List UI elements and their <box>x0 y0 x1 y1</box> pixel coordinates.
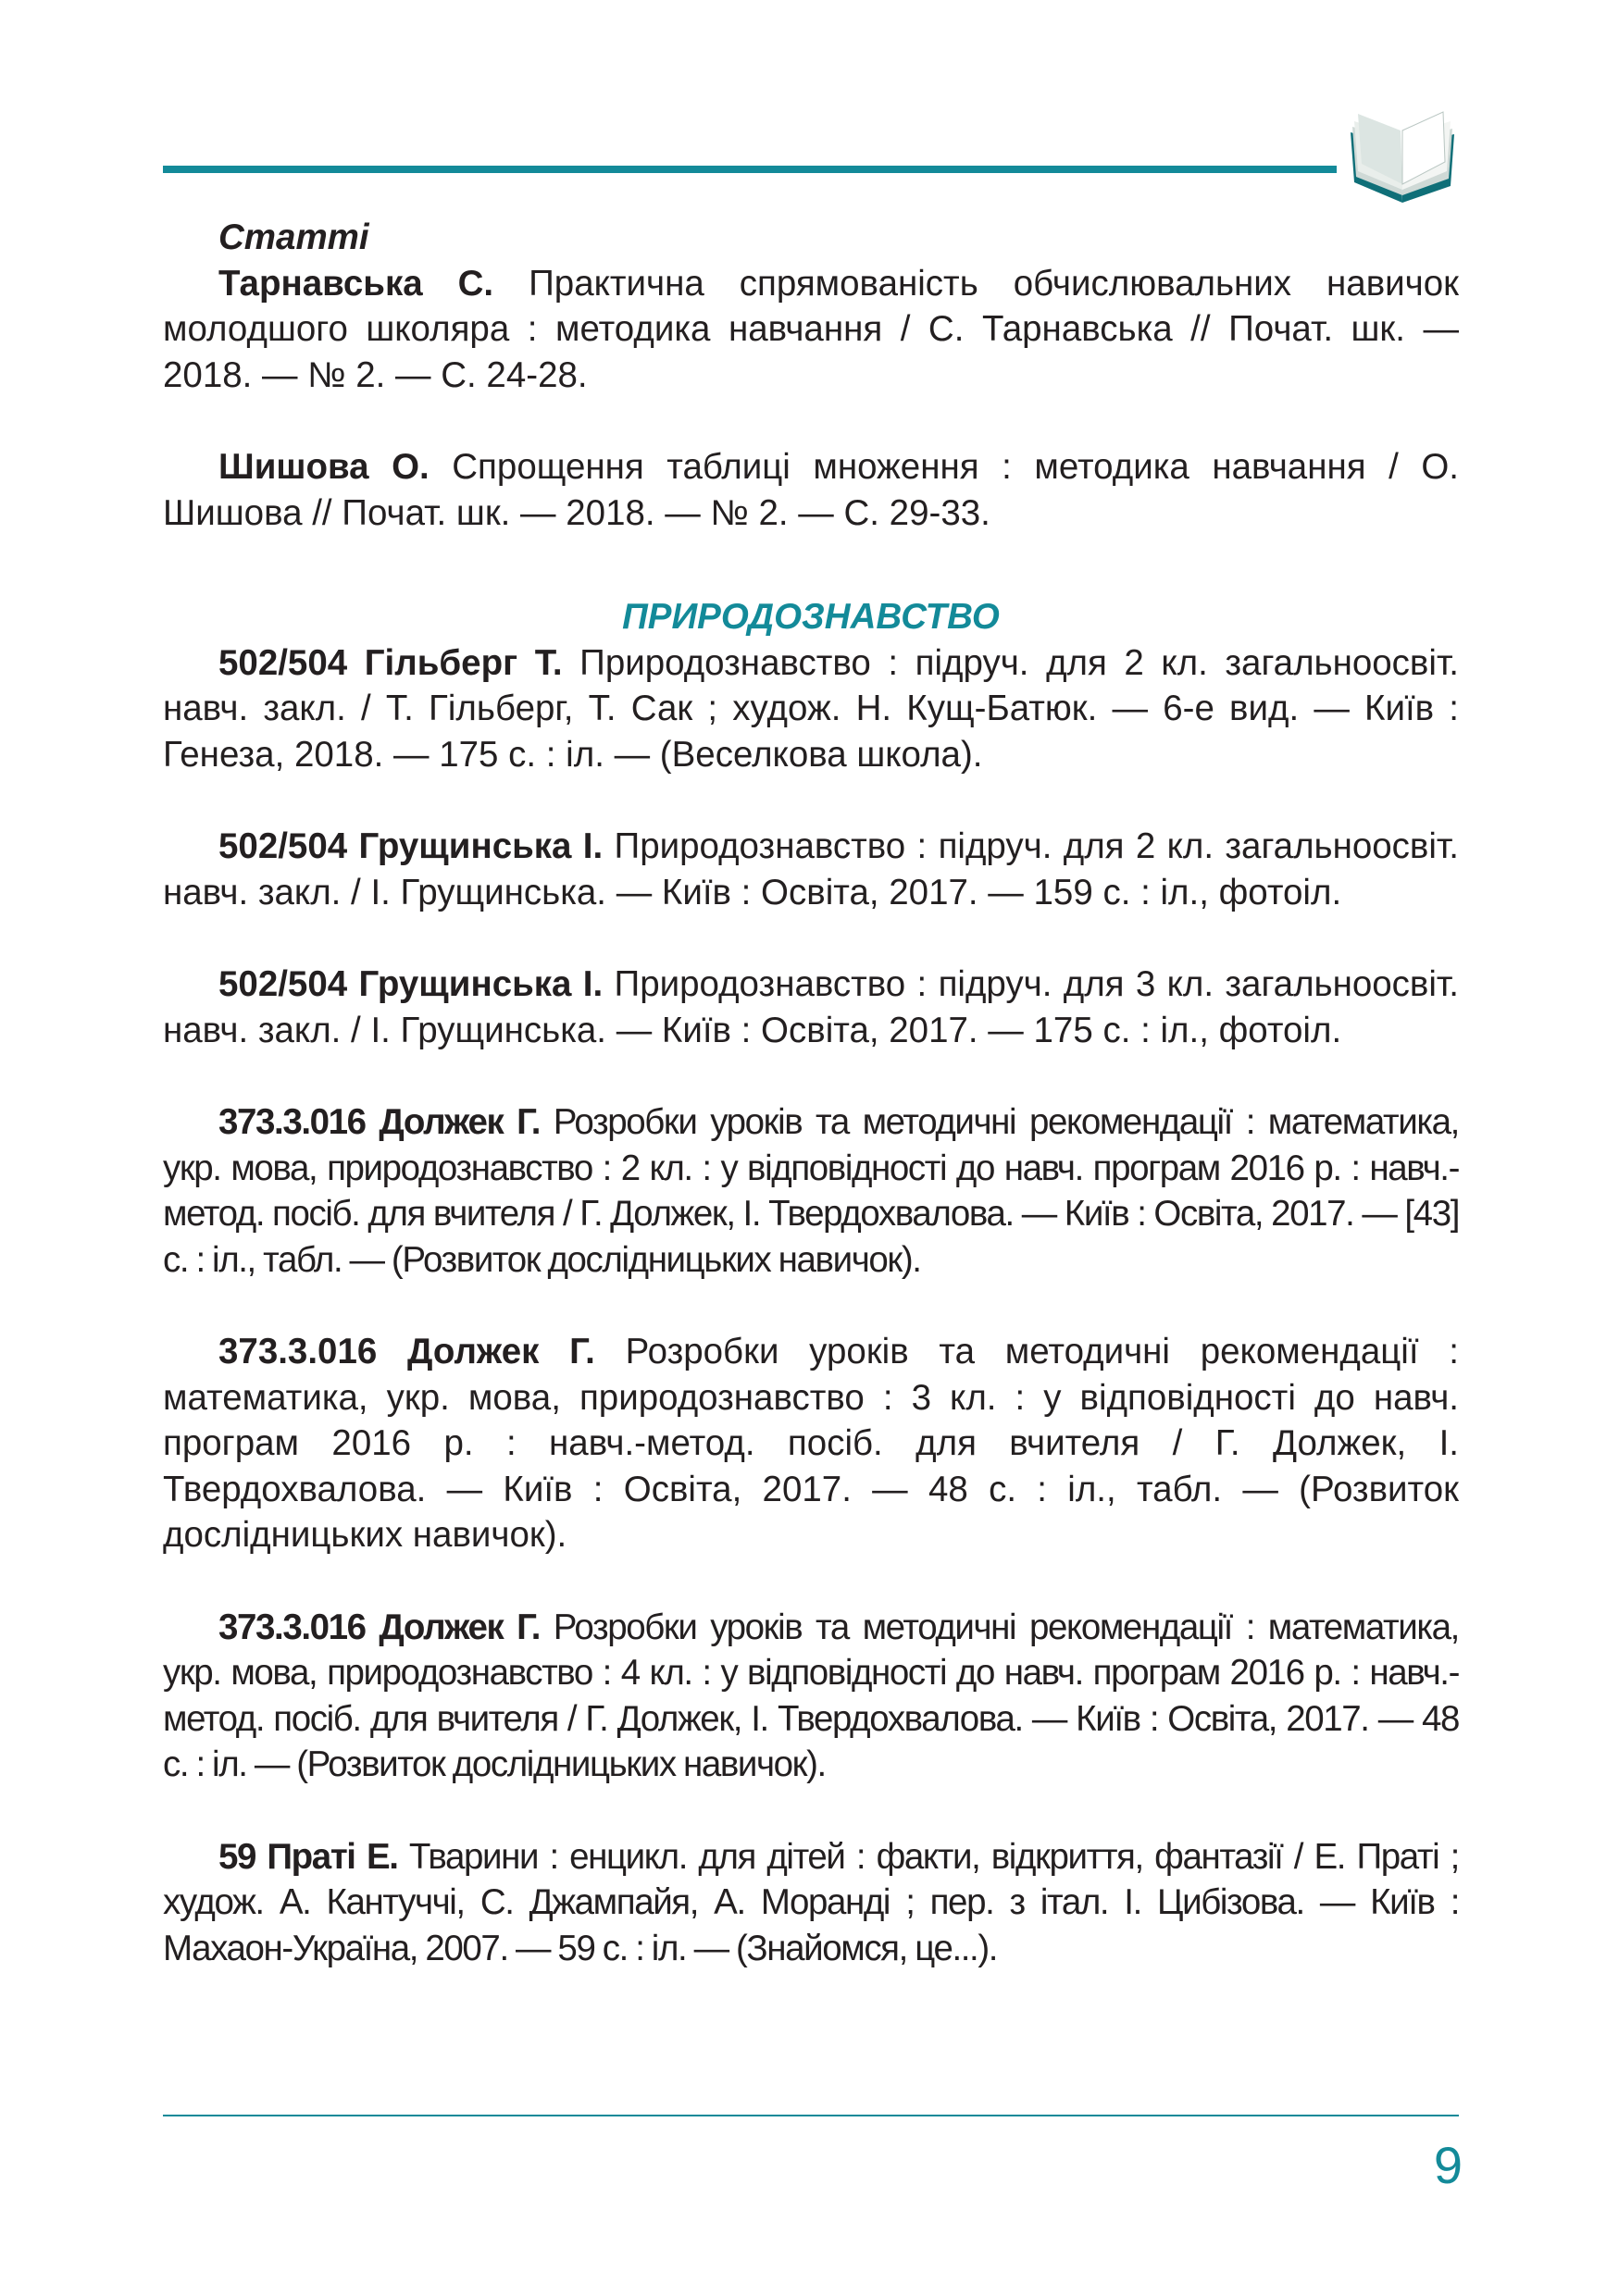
book-entry <box>163 640 1459 778</box>
open-book-icon <box>1347 106 1458 204</box>
entry-author: 59 Праті Е. <box>218 1836 398 1877</box>
page-number: 9 <box>1433 2136 1463 2194</box>
entry-text: Практична спрямованість обчислювальних навичок молодшого школяра : методика навчання / С. Тарнавська // Почат. шк. — 2018. — № 2. — С. 24-28. <box>163 263 1459 395</box>
book-entry <box>163 962 1459 1053</box>
section-heading: ПРИРОДОЗНАВСТВО <box>622 597 1000 637</box>
book-entry <box>163 1605 1459 1788</box>
entry-text: Розробки уроків та методичні рекомендації : математика, укр. мова, природознавство : 2 кл. : у відповідності до навч. програм 2016 р. : навч.-метод. посіб. для вчителя / Г. Должек, І. Твердохвалова. — Київ : Освіта, 2017. — [43] с. : іл., табл. — (Розвиток дослідницьких навичок). <box>163 1102 1459 1280</box>
articles-label: Статті <box>218 217 369 257</box>
article-entry <box>163 261 1459 399</box>
entry-text: Розробки уроків та методичні рекомендації : математика, укр. мова, природознавство : 4 кл. : у відповідності до навч. програм 2016 р. : навч.-метод. посіб. для вчителя / Г. Должек, І. Твердохвалова. — Київ : Освіта, 2017. — 48 с. : іл. — (Розвиток дослідницьких навичок). <box>163 1607 1459 1784</box>
entry-author: 502/504 Гільберг Т. <box>218 642 563 683</box>
entry-text: Природознавство : підруч. для 3 кл. загальноосвіт. навч. закл. / І. Грущинська. — Київ : Освіта, 2017. — 175 с. : іл., фотоіл. <box>163 964 1459 1050</box>
header-rule <box>163 166 1337 173</box>
entry-author: 373.3.016 Должек Г. <box>218 1607 541 1647</box>
entry-author: Шишова О. <box>218 447 430 487</box>
entry-text: Тварини : енцикл. для дітей : факти, відкриття, фантазії / Е. Праті ; худож. А. Кантуччі, С. Джампайя, А. Моранді ; пер. з італ. І. Цибізова. — Київ : Махаон-Україна, 2007. — 59 с. : іл. — (Знайомся, це...). <box>163 1836 1459 1968</box>
book-entry <box>163 1329 1459 1558</box>
entry-author: Тарнавська С. <box>218 263 494 304</box>
book-entry <box>163 1834 1459 1972</box>
entry-author: 502/504 Грущинська І. <box>218 826 604 866</box>
entry-text: Спрощення таблиці множення : методика навчання / О. Шишова // Почат. шк. — 2018. — № 2. — С. 29-33. <box>163 447 1459 533</box>
entry-author: 373.3.016 Должек Г. <box>218 1332 595 1371</box>
entry-text: Природознавство : підруч. для 2 кл. загальноосвіт. навч. закл. / І. Грущинська. — Київ : Освіта, 2017. — 159 с. : іл., фотоіл. <box>163 826 1459 912</box>
entry-author: 373.3.016 Должек Г. <box>218 1102 541 1142</box>
entry-text: Природознавство : підруч. для 2 кл. загальноосвіт. навч. закл. / Т. Гільберг, Т. Сак ; худож. Н. Кущ-Батюк. — 6-е вид. — Київ : Генеза, 2018. — 175 с. : іл. — (Веселкова школа). <box>163 642 1460 775</box>
entry-text: Розробки уроків та методичні рекомендації : математика, укр. мова, природознавство : 3 кл. : у відповідності до навч. програм 2016 р. : навч.-метод. посіб. для вчителя / Г. Должек, І. Твердохвалова. — Київ : Освіта, 2017. — 48 с. : іл., табл. — (Розвиток дослідницьких навичок). <box>163 1332 1459 1555</box>
book-entry <box>163 1099 1459 1283</box>
bibliography <box>163 215 1459 1971</box>
footer-rule <box>163 2115 1459 2116</box>
article-entry <box>163 444 1459 536</box>
entry-author: 502/504 Грущинська І. <box>218 964 604 1004</box>
book-entry <box>163 824 1459 915</box>
